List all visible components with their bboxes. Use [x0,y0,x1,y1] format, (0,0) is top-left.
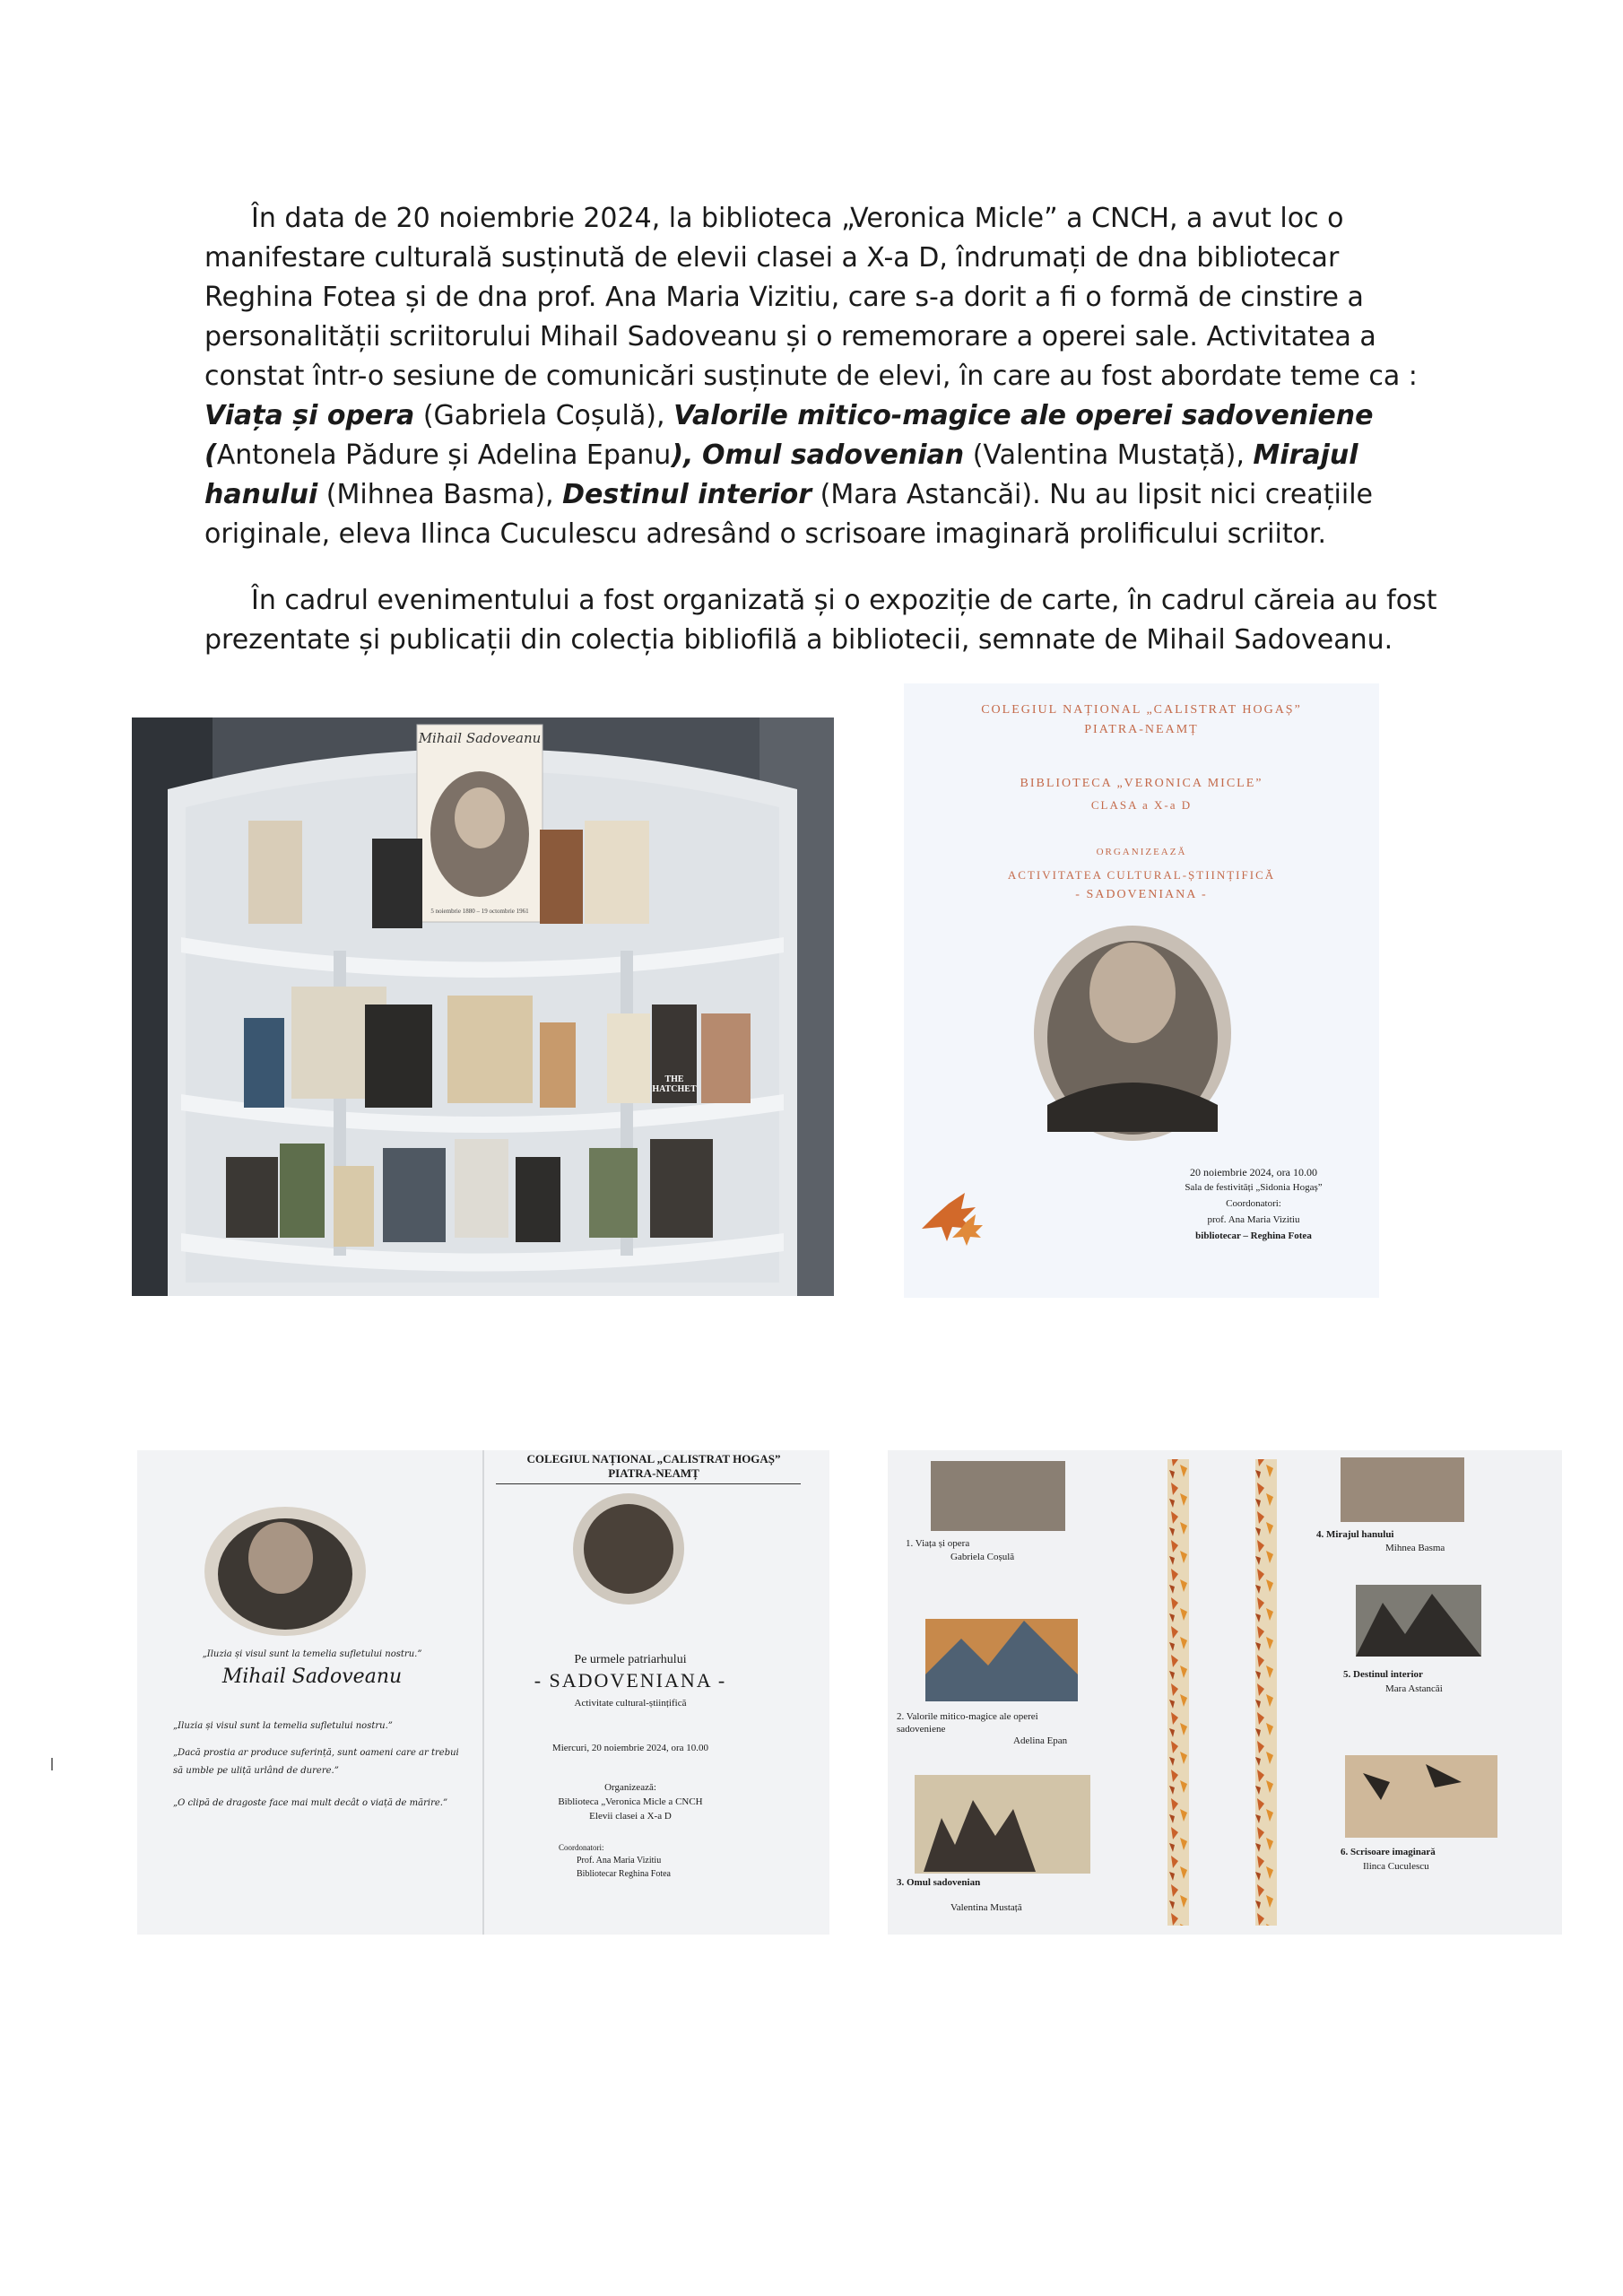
poster-coord-1: prof. Ana Maria Vizitiu [1207,1214,1300,1225]
article-paragraph-2: În cadrul evenimentului a fost organizată și o expoziție de carte, în cadrul căreia au fost prezentate și publicații din colecția bibliofilă a bibliotecii, semnate de Mihail Sadoveanu. [204,585,1437,656]
topic-4: Mirajul hanului [204,439,1358,510]
book-title: THE HATCHET [652,1074,697,1094]
poster-organizes: ORGANIZEAZĂ [1096,847,1187,857]
program-item-2-name: Adelina Epan [1013,1735,1068,1746]
program-item-2-title: 2. Valorile mitico-magice ale operei sadoveniene [897,1711,1038,1735]
text-run: (Valentina Mustață), [964,439,1254,471]
brochure-front-photo [137,1450,829,1935]
brochure-subtitle: Activitate cultural-științifică [574,1698,687,1709]
brochure-header-city: PIATRA-NEAMȚ [608,1466,699,1480]
text-run: (Gabriela Coșulă), [414,400,674,431]
quote-2: „Dacă prostia ar produce suferință, sunt oameni care ar trebui să umble pe uliță urlând de durere.” [173,1748,459,1776]
program-item-5-title: 5. Destinul interior [1343,1669,1423,1680]
brochure-coord-1: Prof. Ana Maria Vizitiu [577,1856,662,1866]
program-item-5-name: Mara Astancăi [1385,1683,1443,1694]
article-paragraph-1 [204,199,1451,554]
portrait-caption: Mihail Sadoveanu [418,730,542,746]
quote-top: „Iluzia și visul sunt la temelia sufletului nostru.” [202,1649,422,1659]
quote-1: „Iluzia și visul sunt la temelia sufletului nostru.” [173,1721,393,1731]
brochure-coord-2: Bibliotecar Reghina Fotea [577,1869,671,1879]
brochure-header-school: COLEGIUL NAȚIONAL „CALISTRAT HOGAȘ” [526,1452,781,1465]
brochure-title-2: - SADOVENIANA - [534,1669,727,1692]
brochure-org-label: Organizează: [604,1782,656,1793]
program-item-3-title: 3. Omul sadovenian [897,1877,981,1888]
brochure-coord-label: Coordonatori: [559,1843,604,1852]
event-poster-photo [904,683,1379,1298]
quote-3: „O clipă de dragoste face mai mult decât o viață de mărire.” [173,1798,448,1808]
scan-mark [51,1758,53,1770]
poster-activity: ACTIVITATEA CULTURAL-ȘTIINȚIFICĂ [1007,868,1276,882]
brochure-program-photo [888,1450,1562,1935]
poster-coord-2: bibliotecar – Reghina Fotea [1195,1231,1312,1241]
poster-school: COLEGIUL NAȚIONAL „CALISTRAT HOGAȘ” [981,703,1302,717]
poster-venue: Sala de festivități „Sidonia Hogaș” [1185,1182,1323,1193]
bookshelf-photo [132,718,834,1296]
program-item-3-name: Valentina Mustață [950,1902,1022,1913]
topic-1: Viața și opera [204,400,415,431]
program-item-1-title: 1. Viața și opera [906,1538,970,1549]
text-run: Antonela Pădure și Adelina Epanu [216,439,672,471]
topic-5: Destinul interior [562,479,812,510]
brochure-title-1: Pe urmele patriarhului [574,1653,687,1666]
poster-coord-label: Coordonatori: [1226,1198,1281,1209]
poster-class: CLASA a X-a D [1090,798,1193,812]
text-run: În data de 20 noiembrie 2024, la biblioteca „Veronica Micle” a CNCH, a avut loc o manifestare culturală susținută de elevii clasei a X-a D, îndrumați de dna bibliotecar Reghina Fotea și de dna prof. Ana Maria Vizitiu, care s-a dorit a fi o formă de cinstire a personalității scriitorului Mihail Sadoveanu și o rememorare a operei sale. Activitatea a constat într-o sesiune de comunicări susținute de elevi, în care au fost abordate teme ca : [204,203,1418,392]
bookshelf-illustration [132,718,834,1296]
text-run: (Mihnea Basma), [317,479,563,510]
portrait-dates: 5 noiembrie 1880 – 19 octombrie 1961 [430,908,529,915]
topic-3: Omul sadovenian [701,439,965,471]
program-item-6-name: Ilinca Cuculescu [1363,1861,1429,1872]
poster-city: PIATRA-NEAMȚ [1084,723,1199,736]
program-item-4-name: Mihnea Basma [1385,1543,1445,1553]
program-item-1-name: Gabriela Coșulă [950,1552,1015,1562]
program-item-4-title: 4. Mirajul hanului [1316,1529,1394,1540]
poster-date: 20 noiembrie 2024, ora 10.00 [1190,1166,1317,1178]
signature: Mihail Sadoveanu [221,1665,403,1688]
poster-sadoveniana: - SADOVENIANA - [1075,888,1208,901]
program-item-6-title: 6. Scrisoare imaginară [1341,1847,1436,1857]
poster-library: BIBLIOTECA „VERONICA MICLE” [1020,777,1263,790]
brochure-org-1: Biblioteca „Veronica Micle a CNCH [558,1796,703,1807]
text-run: (Mara Astancăi). Nu au lipsit nici creațiile originale, eleva Ilinca Cuculescu adresând o scrisoare imaginară prolificului scriitor. [204,479,1373,550]
brochure-date: Miercuri, 20 noiembrie 2024, ora 10.00 [551,1743,709,1753]
topic-2: Valorile mitico-magice ale operei sadoveniene ( [204,400,1374,471]
brochure-org-2: Elevii clasei a X-a D [589,1811,672,1822]
topic-2-end: ), [671,439,694,471]
